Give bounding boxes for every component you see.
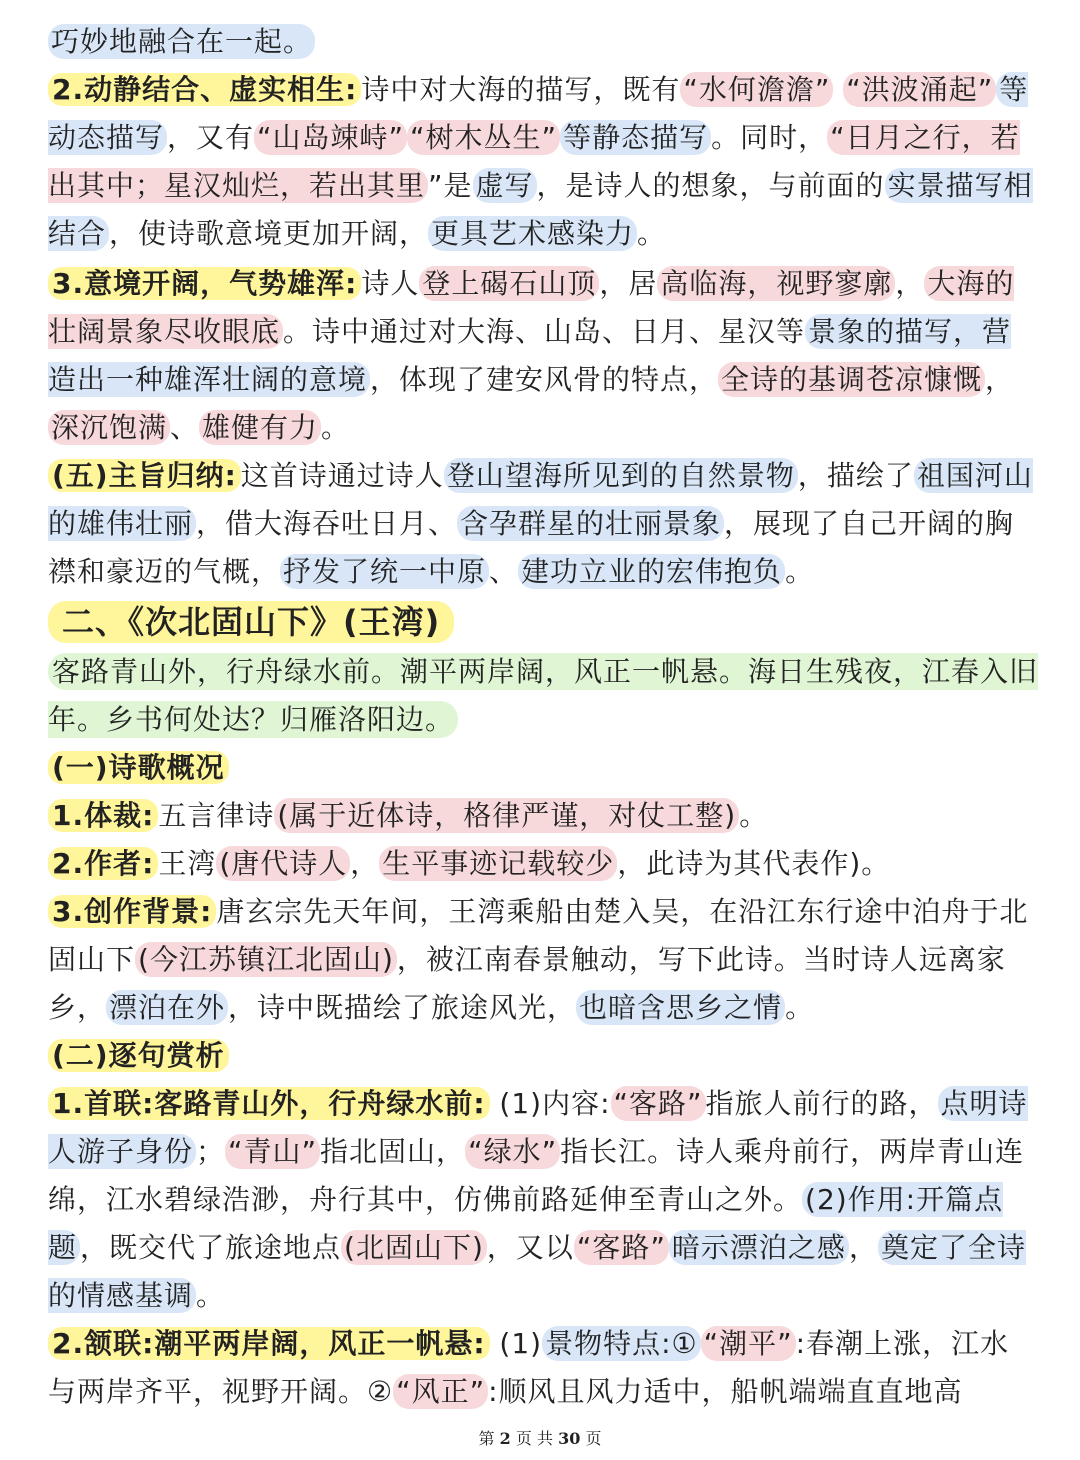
highlight: 实景描写相结合 xyxy=(48,169,1033,250)
text: 、 xyxy=(489,555,519,588)
footer-text: 页 xyxy=(585,1429,602,1448)
text: 。同时， xyxy=(711,121,828,154)
text: ，使诗歌意境更加开阔， xyxy=(109,217,429,250)
item-second-couplet xyxy=(48,1320,1038,1416)
highlight: “树木丛生” xyxy=(407,120,560,155)
highlight: (今江苏镇江北固山) xyxy=(135,942,397,977)
highlight: “潮平” xyxy=(701,1326,796,1361)
highlight: (北固山下) xyxy=(341,1230,487,1265)
poem-highlight: 客路青山外，行舟绿水前。潮平两岸阔，风正一帆悬。海日生残夜，江春入旧年。乡书何处达？归雁洛阳边。 xyxy=(48,655,1039,736)
page-number: 2 xyxy=(499,1429,511,1448)
item-label: 3.创作背景: xyxy=(48,895,216,928)
highlight: 虚写 xyxy=(473,168,537,203)
subheading-overview xyxy=(48,744,1038,792)
highlight: 生平事迹记载较少 xyxy=(379,846,617,881)
section-artistic-conception xyxy=(48,260,1038,452)
text: 唐玄宗先天年间，王湾乘船由楚入吴，在沿江东行途中泊舟于北固山下 xyxy=(48,895,1029,976)
highlight: 登山望海所见到的自然景物 xyxy=(444,458,798,493)
text: ， xyxy=(848,1231,878,1264)
text: ，是诗人的想象，与前面的 xyxy=(536,169,885,202)
highlight: 高临海，视野寥廓 xyxy=(657,266,895,301)
text: 诗中对大海的描写，既有 xyxy=(361,73,681,106)
section-title: 二、《次北固山下》(王湾) xyxy=(48,601,454,643)
highlight: 抒发了统一中原 xyxy=(280,554,489,589)
highlight: 含孕群星的壮丽景象 xyxy=(457,506,724,541)
highlight: 漂泊在外 xyxy=(106,990,228,1025)
item-label: 3.意境开阔，气势雄浑: xyxy=(48,267,361,300)
item-label: 2.作者: xyxy=(48,847,158,880)
text: ； xyxy=(196,1135,226,1168)
highlight: (属于近体诗，格律严谨，对仗工整) xyxy=(274,798,739,833)
highlight: 登上碣石山顶 xyxy=(419,266,599,301)
text: ，展现了自己开阔的胸襟和豪迈的气概， xyxy=(48,507,1015,588)
text: 五言律诗 xyxy=(158,799,275,832)
highlight: “青山” xyxy=(225,1134,320,1169)
poem-text xyxy=(48,648,1038,744)
text: ， xyxy=(350,847,380,880)
item-first-couplet xyxy=(48,1080,1038,1320)
highlight: “风正” xyxy=(393,1374,488,1409)
text: ，又以 xyxy=(486,1231,574,1264)
section-theme-summary xyxy=(48,452,1038,596)
highlight: 等静态描写 xyxy=(560,120,711,155)
text: 指长江。诗人乘舟前行，两岸青山连绵，江水碧绿浩渺，舟行其中，仿佛前路延伸至青山之外。 xyxy=(48,1135,1025,1216)
item-label: 2.颔联:潮平两岸阔，风正一帆悬: xyxy=(48,1327,490,1360)
text: 。 xyxy=(196,1279,226,1312)
text: 诗人 xyxy=(361,267,420,300)
text: ，描绘了 xyxy=(797,459,914,492)
item-genre xyxy=(48,792,1038,840)
item-author xyxy=(48,840,1038,888)
text: ， xyxy=(985,363,1015,396)
text: 。诗中通过对大海、山岛、日月、星汉等 xyxy=(283,315,806,348)
highlight: 全诗的基调苍凉慷慨 xyxy=(718,362,985,397)
text: 。 xyxy=(785,555,815,588)
text: ，借大海吞吐日月、 xyxy=(196,507,458,540)
highlight: 深沉饱满 xyxy=(48,410,170,445)
highlight: 也暗含思乡之情 xyxy=(576,990,785,1025)
highlight: 雄健有力 xyxy=(199,410,321,445)
footer-text: 第 xyxy=(478,1429,495,1448)
page-total: 30 xyxy=(558,1429,581,1448)
highlight: 祖国河山的雄伟壮丽 xyxy=(48,459,1033,540)
highlight: (2)作用:开篇点题 xyxy=(48,1183,1004,1264)
highlight: “日月之行，若出其中；星汉灿烂，若出其里 xyxy=(48,121,1020,202)
text: ”是 xyxy=(428,169,473,202)
highlight: 景象的描写，营造出一种雄浑壮阔的意境 xyxy=(48,315,1012,396)
text: ，此诗为其代表作)。 xyxy=(617,847,891,880)
highlight: 更具艺术感染力 xyxy=(428,216,637,251)
text: ，既交代了旅途地点 xyxy=(80,1231,342,1264)
text: :顺风且风力适中，船帆端端直直地高 xyxy=(488,1375,963,1408)
text: ，被江南春景触动，写下此诗。当时诗人远离家乡， xyxy=(48,943,1006,1024)
highlight: “山岛竦峙” xyxy=(254,120,407,155)
highlight: 建功立业的宏伟抱负 xyxy=(518,554,785,589)
text: 。 xyxy=(739,799,769,832)
item-label: 1.首联:客路青山外，行舟绿水前: xyxy=(48,1087,490,1120)
text: 指旅人前行的路， xyxy=(705,1087,938,1120)
subheading: (二)逐句赏析 xyxy=(48,1039,229,1072)
subheading: (一)诗歌概况 xyxy=(48,751,229,784)
text: 这首诗通过诗人 xyxy=(240,459,444,492)
text: 指北固山， xyxy=(320,1135,466,1168)
highlight: 巧妙地融合在一起。 xyxy=(48,24,315,59)
footer-text: 页 共 xyxy=(515,1429,553,1448)
text: ，诗中既描绘了旅途风光， xyxy=(228,991,577,1024)
text: 。 xyxy=(785,991,815,1024)
section-dynamic-static xyxy=(48,66,1038,258)
highlight: 景物特点:① xyxy=(542,1326,701,1361)
section-heading xyxy=(48,598,1038,648)
highlight: 等动态描写 xyxy=(48,73,1029,154)
paragraph-continuation xyxy=(48,18,1038,66)
highlight: 大海的壮阔景象尽收眼底 xyxy=(48,267,1015,348)
text: 。 xyxy=(321,411,351,444)
highlight: 暗示漂泊之感 xyxy=(669,1230,849,1265)
text: (1) xyxy=(489,1327,543,1360)
text: ，体现了建安风骨的特点， xyxy=(370,363,719,396)
item-background xyxy=(48,888,1038,1032)
text: 。 xyxy=(637,217,667,250)
text: 、 xyxy=(170,411,200,444)
highlight: 奠定了全诗的情感基调 xyxy=(48,1231,1026,1312)
text: ，又有 xyxy=(167,121,255,154)
item-label: (五)主旨归纳: xyxy=(48,459,241,492)
highlight: “绿水” xyxy=(465,1134,560,1169)
item-label: 1.体裁: xyxy=(48,799,158,832)
highlight: “水何澹澹” xyxy=(680,72,833,107)
text: 王湾 xyxy=(158,847,217,880)
subheading-analysis xyxy=(48,1032,1038,1080)
text: :春潮上涨，江水与两岸齐平，视野开阔。② xyxy=(48,1327,1010,1408)
item-label: 2.动静结合、虚实相生: xyxy=(48,73,361,106)
highlight: “洪波涌起” xyxy=(843,72,996,107)
text: ，居 xyxy=(599,267,658,300)
text: ， xyxy=(895,267,925,300)
highlight: “客路” xyxy=(611,1086,706,1121)
highlight: (唐代诗人 xyxy=(216,846,350,881)
text: (1)内容: xyxy=(489,1087,611,1120)
highlight: “客路” xyxy=(574,1230,669,1265)
page-footer xyxy=(0,1426,1080,1449)
highlight: 点明诗人游子身份 xyxy=(48,1087,1028,1168)
